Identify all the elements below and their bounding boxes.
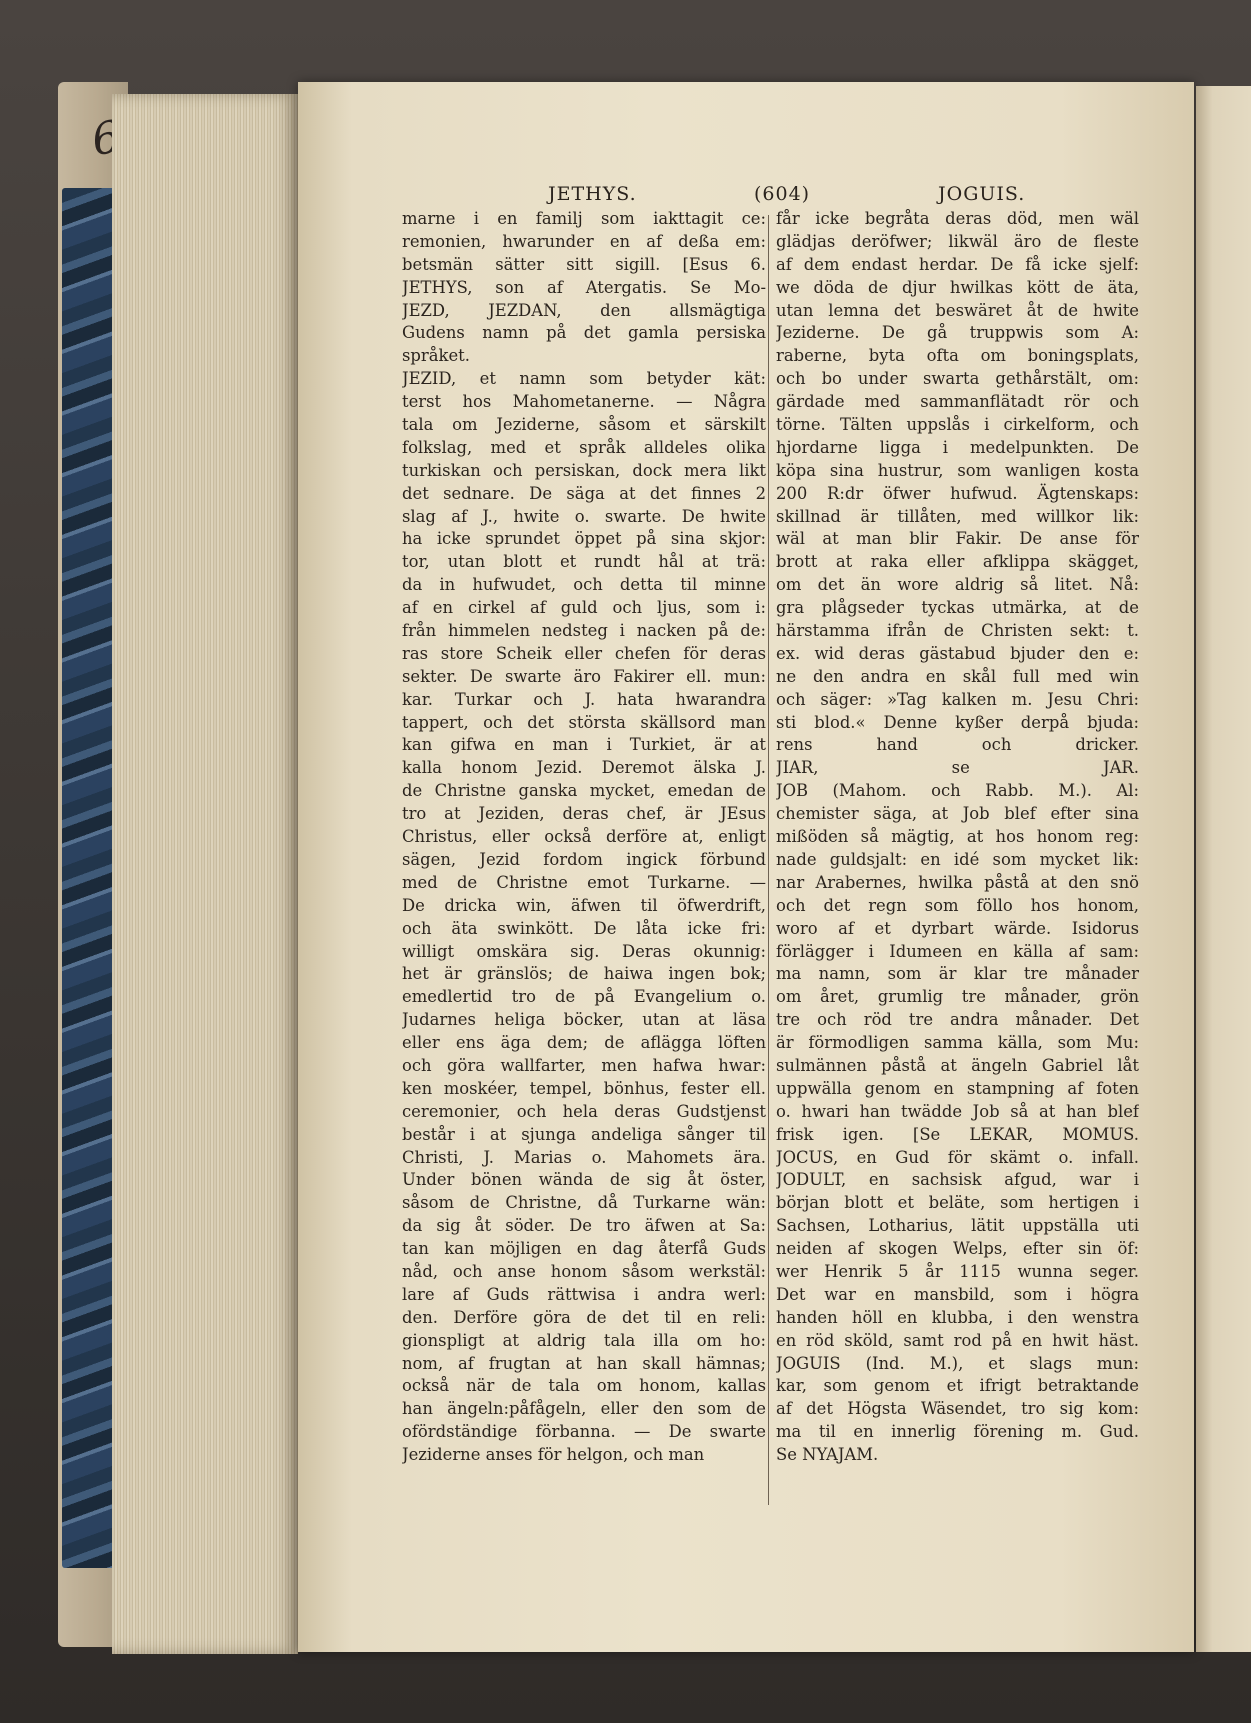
text-line: JIAR, se JAR. [776, 758, 1139, 778]
text-line: nom, af frugtan at han skall hämnas; [402, 1353, 766, 1373]
text-line: sulmännen påstå at ängeln Gabriel låt [776, 1055, 1139, 1075]
text-line: uppwälla genom en stampning af foten [776, 1078, 1139, 1098]
text-line: Det war en mansbild, som i högra [776, 1284, 1139, 1304]
text-line: en röd sköld, samt rod på en hwit häst. [776, 1330, 1139, 1350]
text-line: skillnad är tillåten, med willkor lik: [776, 506, 1139, 526]
running-head-left: JETHYS. [548, 183, 637, 205]
text-line: ken moskéer, tempel, bönhus, fester ell. [402, 1078, 766, 1098]
text-line: neiden af skogen Welps, efter sin öf: [776, 1239, 1139, 1259]
text-line: sti blod.« Denne kyßer derpå bjuda: [776, 712, 1139, 732]
text-line: wer Henrik 5 år 1115 wunna seger. [776, 1261, 1139, 1281]
text-line: förlägger i Idumeen en källa af sam: [776, 941, 1139, 961]
text-line: såsom de Christne, då Turkarne wän: [402, 1193, 766, 1213]
text-line: om året, grumlig tre månader, grön [776, 987, 1139, 1007]
text-line: tappert, och det största skällsord man [402, 712, 766, 732]
text-line: om det än wore aldrig så litet. Nå: [776, 575, 1139, 595]
text-line: tre och röd tre andra månader. Det [776, 1010, 1139, 1030]
text-line: raberne, byta ofta om boningsplats, [776, 346, 1139, 366]
text-line: Sachsen, Lotharius, lätit uppställa uti [776, 1216, 1139, 1236]
text-line: af en cirkel af guld och ljus, som i: [402, 598, 766, 618]
text-line: sekter. De swarte äro Fakirer ell. mun: [402, 666, 766, 686]
text-line: ceremonier, och hela deras Gudstjenst [402, 1101, 766, 1121]
text-line: och göra wallfarter, men hafwa hwar: [402, 1055, 766, 1075]
text-line: gionspligt at aldrig tala illa om ho: [402, 1330, 766, 1350]
text-line: kar. Turkar och J. hata hwarandra [402, 689, 766, 709]
text-line: JEZD, JEZDAN, den allsmägtiga [402, 300, 766, 320]
text-line: lare af Guds rättwisa i andra werl: [402, 1284, 766, 1304]
text-line: gärdade med sammanflätadt rör och [776, 392, 1139, 412]
text-line: we döda de djur hwilkas kött de äta, [776, 277, 1139, 297]
text-line: utan lemna det beswäret åt de hwite [776, 300, 1139, 320]
text-line: chemister säga, at Job blef efter sina [776, 804, 1139, 824]
text-line: ras store Scheik eller chefen för deras [402, 643, 766, 663]
text-line: köpa sina hustrur, som wanligen kosta [776, 460, 1139, 480]
text-line: de Christne ganska mycket, emedan de [402, 781, 766, 801]
text-line: mißöden så mägtig, at hos honom reg: [776, 827, 1139, 847]
text-line: frisk igen. [Se LEKAR, MOMUS. [776, 1124, 1139, 1144]
text-line: härstamma ifrån de Christen sekt: t. [776, 621, 1139, 641]
text-line: terst hos Mahometanerne. — Några [402, 392, 766, 412]
text-line: o. hwari han twädde Job så at han blef [776, 1101, 1139, 1121]
text-line: ha icke sprundet öppet på sina skjor: [402, 529, 766, 549]
text-line: kar, som genom et ifrigt betraktande [776, 1376, 1139, 1396]
text-line: början blott et beläte, som hertigen i [776, 1193, 1139, 1213]
text-line: emedlertid tro de på Evangelium o. [402, 987, 766, 1007]
text-line: Christus, eller också derföre at, enligt [402, 827, 766, 847]
text-line: hjordarne ligga i medelpunkten. De [776, 437, 1139, 457]
text-line: tor, utan blott et rundt hål at trä: [402, 552, 766, 572]
text-line: ofördständige förbanna. — De swarte [402, 1422, 766, 1442]
text-line: Jeziderne. De gå truppwis som A: [776, 323, 1139, 343]
text-line: Jeziderne anses för helgon, och man [402, 1445, 705, 1465]
text-line: Christi, J. Marias o. Mahomets ära. [402, 1147, 766, 1167]
text-line: wäl at man blir Fakir. De anse för [776, 529, 1139, 549]
text-line: från himmelen nedsteg i nacken på de: [402, 621, 766, 641]
text-line: handen höll en klubba, i den wenstra [776, 1307, 1139, 1327]
text-column-right [776, 208, 1139, 1467]
text-line: da sig åt söder. De tro äfwen at Sa: [402, 1216, 766, 1236]
text-line: woro af et dyrbart wärde. Isidorus [776, 918, 1139, 938]
text-line: nåd, och anse honom såsom werkstäl: [402, 1261, 766, 1281]
text-line: willigt omskära sig. Deras okunnig: [402, 941, 766, 961]
text-line: da in hufwudet, och detta til minne [402, 575, 766, 595]
facing-page-edge [1196, 86, 1251, 1652]
text-line: folkslag, med et språk alldeles olika [402, 437, 766, 457]
text-line: af det Högsta Wäsendet, tro sig kom: [776, 1399, 1139, 1419]
text-line: rens hand och dricker. [776, 735, 1139, 755]
text-line: också när de tala om honom, kallas [402, 1376, 766, 1396]
text-line: tala om Jeziderne, såsom et särskilt [402, 415, 766, 435]
text-line: De dricka win, äfwen til öfwerdrift, [402, 895, 766, 915]
text-line: får icke begråta deras död, men wäl [776, 209, 1139, 228]
column-rule [768, 215, 769, 1505]
text-line: språket. [402, 346, 470, 366]
running-head-right: JOGUIS. [938, 183, 1026, 205]
text-line: ma til en innerlig förening m. Gud. [776, 1422, 1139, 1442]
text-line: gra plågseder tyckas utmärka, at de [776, 598, 1139, 618]
text-line: marne i en familj som iakttagit ce: [402, 209, 766, 228]
text-line: Gudens namn på det gamla persiska [402, 323, 766, 343]
text-line: han ängeln:påfågeln, eller den som de [402, 1399, 766, 1419]
text-line: JOB (Mahom. och Rabb. M.). Al: [776, 781, 1139, 801]
text-line: Under bönen wända de sig åt öster, [402, 1170, 766, 1190]
text-line: JODULT, en sachsisk afgud, war i [776, 1170, 1139, 1190]
text-line: turkiskan och persiskan, dock mera likt [402, 460, 766, 480]
text-line: och det regn som föllo hos honom, [776, 895, 1139, 915]
text-line: tan kan möjligen en dag återfå Guds [402, 1239, 766, 1259]
text-line: tro at Jeziden, deras chef, är JEsus [402, 804, 766, 824]
text-line: Se NYAJAM. [776, 1445, 879, 1465]
text-line: med de Christne emot Turkarne. — [402, 872, 766, 892]
text-line: törne. Tälten uppslås i cirkelform, och [776, 415, 1139, 435]
text-line: het är gränslös; de haiwa ingen bok; [402, 964, 766, 984]
text-line: betsmän sätter sitt sigill. [Esus 6. [402, 254, 766, 274]
text-line: nade guldsjalt: en idé som mycket lik: [776, 849, 1139, 869]
text-line: 200 R:dr öfwer hufwud. Ägtenskaps: [776, 483, 1139, 503]
text-line: glädjas deröfwer; likwäl äro de fleste [776, 231, 1139, 251]
text-line: är förmodligen samma källa, som Mu: [776, 1033, 1139, 1053]
text-line: JEZID, et namn som betyder kät: [402, 369, 766, 389]
text-line: remonien, hwarunder en af deßa em: [402, 231, 766, 251]
text-line: ma namn, som är klar tre månader [776, 964, 1139, 984]
text-line: slag af J., hwite o. swarte. De hwite [402, 506, 766, 526]
text-line: nar Arabernes, hwilka påstå at den snö [776, 872, 1139, 892]
page-number: (604) [754, 183, 811, 205]
text-line: af dem endast herdar. De få icke sjelf: [776, 254, 1139, 274]
text-column-left [402, 208, 766, 1467]
text-line: består i at sjunga andeliga sånger til [402, 1124, 766, 1144]
text-line: det sednare. De säga at det finnes 2 [402, 483, 766, 503]
text-line: Judarnes heliga böcker, utan at läsa [402, 1010, 766, 1030]
text-line: och säger: »Tag kalken m. Jesu Chri: [776, 689, 1139, 709]
text-line: JOGUIS (Ind. M.), et slags mun: [776, 1353, 1139, 1373]
text-line: den. Derföre göra de det til en reli: [402, 1307, 766, 1327]
text-line: kan gifwa en man i Turkiet, är at [402, 735, 766, 755]
text-line: ex. wid deras gästabud bjuder den e: [776, 643, 1139, 663]
text-line: JETHYS, son af Atergatis. Se Mo- [402, 277, 766, 297]
page-edges [112, 94, 298, 1654]
text-line: brott at raka eller afklippa skägget, [776, 552, 1139, 572]
text-line: JOCUS, en Gud för skämt o. infall. [776, 1147, 1139, 1167]
text-line: ne den andra en skål full med win [776, 666, 1139, 686]
text-line: kalla honom Jezid. Deremot älska J. [402, 758, 766, 778]
text-line: eller ens äga dem; de aflägga löften [402, 1033, 766, 1053]
text-line: och äta swinkött. De låta icke fri: [402, 918, 766, 938]
text-line: och bo under swarta gethårstält, om: [776, 369, 1139, 389]
text-line: sägen, Jezid fordom ingick förbund [402, 849, 766, 869]
